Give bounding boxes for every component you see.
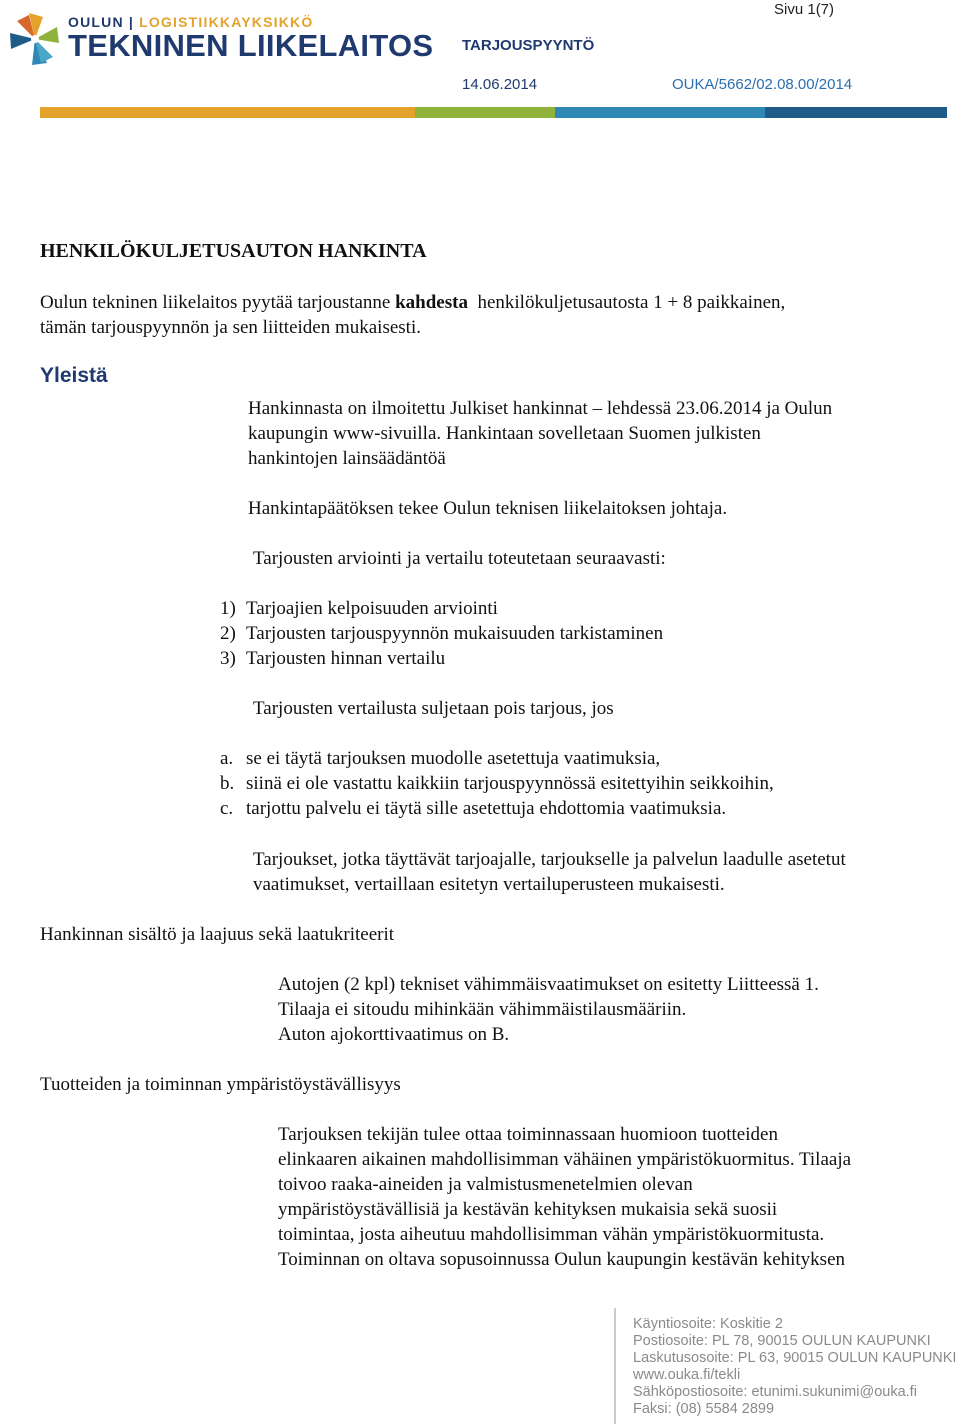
content-line: Tilaaja ei sitoudu mihinkään vähimmäistilausmääriin. — [278, 999, 687, 1020]
content-line: Auton ajokorttivaatimus on B. — [278, 1024, 510, 1045]
evaluation-intro: Tarjousten arviointi ja vertailu toteutetaan seuraavasti: — [253, 548, 666, 569]
exclusion-list — [220, 746, 774, 821]
page-header — [0, 0, 960, 120]
general-line: kaupungin www-sivuilla. Hankintaan sovelletaan Suomen julkisten — [248, 423, 761, 444]
footer-billing-address: Laskutusosoite: PL 63, 90015 OULUN KAUPUNKI — [633, 1350, 957, 1366]
footer-fax: Faksi: (08) 5584 2899 — [633, 1401, 775, 1417]
footer-visit-address: Käyntiosoite: Koskitie 2 — [633, 1316, 783, 1332]
footer-divider — [614, 1308, 616, 1424]
band-segment-darkblue — [765, 107, 947, 118]
list-text: se ei täytä tarjouksen muodolle asetettuja vaatimuksia, — [246, 748, 661, 769]
section-heading-content: Hankinnan sisältö ja laajuus sekä laatukriteerit — [40, 924, 395, 945]
list-number: 1) — [220, 598, 236, 619]
comparison-paragraph — [253, 847, 846, 897]
environment-line: toimintaa, josta aiheutuu mahdollisimman vähän ympäristökuormitusta. — [278, 1224, 825, 1245]
list-item — [220, 621, 663, 646]
content-paragraph — [278, 972, 819, 1047]
environment-line: Tarjouksen tekijän tulee ottaa toiminnassaan huomioon tuotteiden — [278, 1124, 778, 1145]
list-item — [220, 796, 774, 821]
list-number: 2) — [220, 623, 236, 644]
environment-line: ympäristöystävällisiä ja kestävän kehityksen mukaisia sekä suosii — [278, 1199, 778, 1220]
section-heading-environment: Tuotteiden ja toiminnan ympäristöystävällisyys — [40, 1074, 401, 1095]
list-item — [220, 596, 663, 621]
comparison-line: Tarjoukset, jotka täyttävät tarjoajalle, tarjoukselle ja palvelun laadulle asetetut — [253, 849, 846, 870]
intro-part2: henkilökuljetusautosta 1 + 8 paikkainen, — [467, 292, 786, 313]
intro-paragraph — [40, 290, 785, 340]
footer-postal-address: Postiosoite: PL 78, 90015 OULUN KAUPUNKI — [633, 1333, 931, 1349]
general-paragraph — [248, 396, 832, 471]
header-color-band — [40, 107, 947, 118]
logo-name: TEKNINEN LIIKELAITOS — [68, 28, 434, 63]
list-item — [220, 746, 774, 771]
list-text: siinä ei ole vastattu kaikkiin tarjouspyynnössä esitettyihin seikkoihin, — [246, 773, 774, 794]
intro-line-1 — [40, 290, 785, 315]
list-number: 3) — [220, 648, 236, 669]
footer-website: www.ouka.fi/tekli — [633, 1367, 741, 1383]
decision-text: Hankintapäätöksen tekee Oulun teknisen liikelaitoksen johtaja. — [248, 498, 728, 519]
list-text: Tarjoajien kelpoisuuden arviointi — [246, 598, 498, 619]
logo-separator: | — [128, 14, 134, 30]
band-segment-blue — [555, 107, 765, 118]
logo-unit: LOGISTIIKKAYKSIKKÖ — [139, 14, 314, 30]
page-label: Sivu 1(7) — [774, 1, 835, 18]
intro-line-2: tämän tarjouspyynnön ja sen liitteiden mukaisesti. — [40, 317, 421, 338]
doc-date: 14.06.2014 — [462, 76, 538, 93]
exclusion-intro: Tarjousten vertailusta suljetaan pois tarjous, jos — [253, 698, 614, 719]
list-item — [220, 771, 774, 796]
pinwheel-logo-icon — [6, 10, 64, 68]
environment-line: Toiminnan on oltava sopusoinnussa Oulun kaupungin kestävän kehityksen — [278, 1249, 846, 1270]
band-segment-orange — [40, 107, 415, 118]
footer-email: Sähköpostiosoite: etunimi.sukunimi@ouka.fi — [633, 1384, 917, 1400]
band-segment-green — [415, 107, 555, 118]
general-line: hankintojen lainsäädäntöä — [248, 448, 446, 469]
environment-line: elinkaaren aikainen mahdollisimman vähäinen ympäristökuormitus. Tilaaja — [278, 1149, 852, 1170]
list-text: tarjottu palvelu ei täytä sille asetettuja ehdottomia vaatimuksia. — [246, 798, 727, 819]
list-text: Tarjousten hinnan vertailu — [246, 648, 446, 669]
list-item — [220, 646, 663, 671]
comparison-line: vaatimukset, vertaillaan esitetyn vertailuperusteen mukaisesti. — [253, 874, 725, 895]
doc-title: HENKILÖKULJETUSAUTON HANKINTA — [40, 240, 427, 262]
environment-paragraph — [278, 1122, 851, 1272]
list-letter: b. — [220, 773, 235, 794]
list-letter: a. — [220, 748, 234, 769]
evaluation-list — [220, 596, 663, 671]
general-line: Hankinnasta on ilmoitettu Julkiset hankinnat – lehdessä 23.06.2014 ja Oulun — [248, 398, 833, 419]
logo-oulun: OULUN — [68, 14, 124, 30]
intro-bold: kahdesta — [395, 292, 468, 313]
list-text: Tarjousten tarjouspyynnön mukaisuuden tarkistaminen — [246, 623, 664, 644]
content-line: Autojen (2 kpl) tekniset vähimmäisvaatimukset on esitetty Liitteessä 1. — [278, 974, 819, 995]
footer-contact — [633, 1316, 956, 1418]
list-letter: c. — [220, 798, 234, 819]
doc-type: TARJOUSPYYNTÖ — [462, 37, 595, 54]
intro-part1: Oulun tekninen liikelaitos pyytää tarjoustanne — [40, 292, 396, 313]
doc-reference: OUKA/5662/02.08.00/2014 — [672, 76, 853, 93]
environment-line: toivoo raaka-aineiden ja valmistusmenetelmien olevan — [278, 1174, 693, 1195]
section-heading-general: Yleistä — [40, 364, 108, 387]
